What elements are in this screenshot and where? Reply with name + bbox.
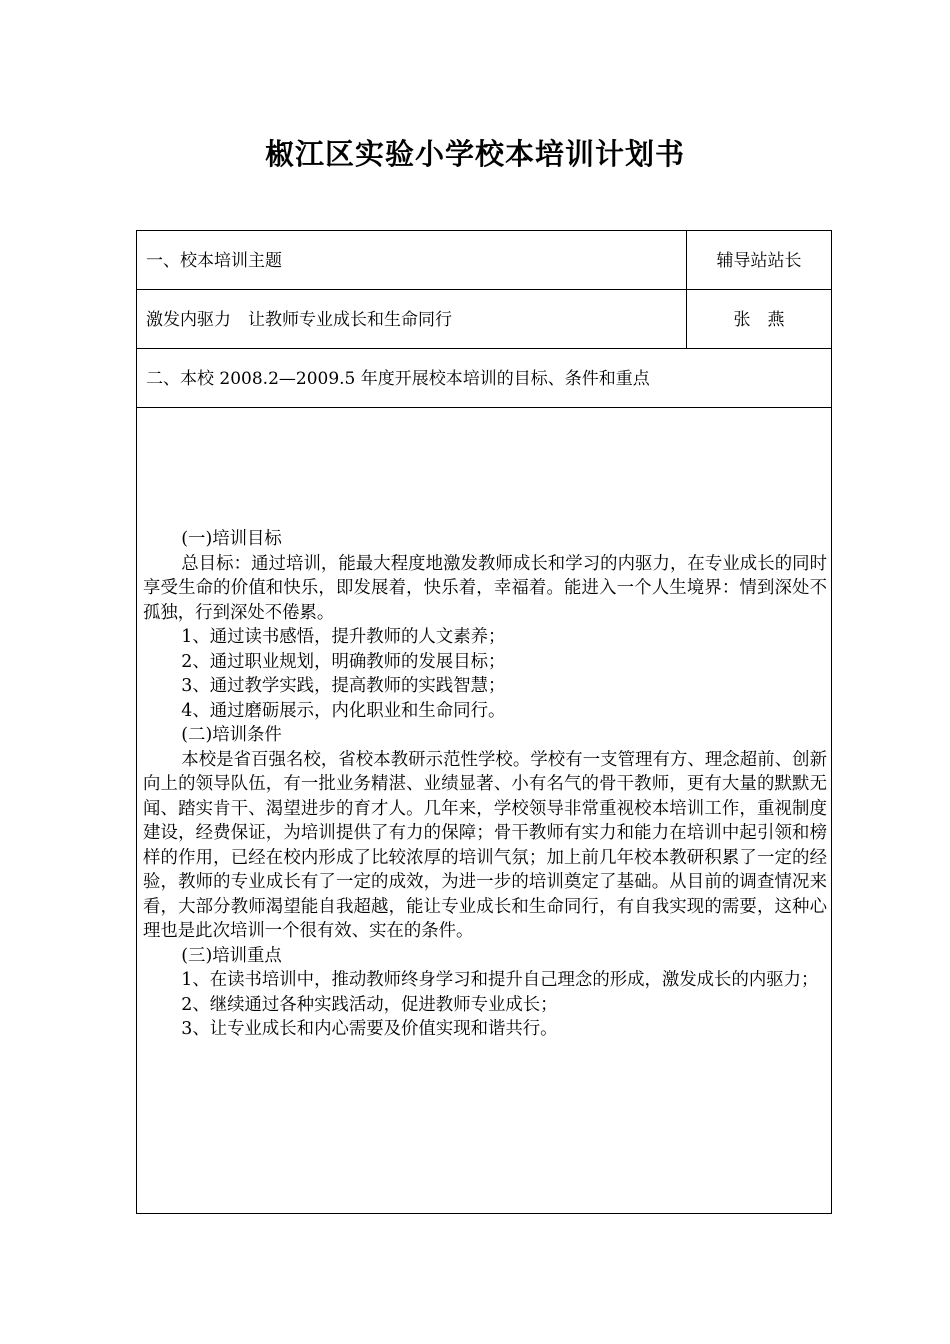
station-head-name: 张 燕: [733, 310, 785, 330]
row-divider-1: [137, 289, 831, 290]
goal-item: 3、通过教学实践，提高教师的实践智慧；: [181, 676, 506, 696]
section-two-heading: 二、本校 2008.2—2009.5 年度开展校本培训的目标、条件和重点: [146, 369, 650, 389]
focus-item: 3、让专业成长和内心需要及价值实现和谐共行。: [181, 1019, 558, 1039]
goal-main-paragraph: 总目标：通过培训，能最大程度地激发教师成长和学习的内驱力，在专业成长的同时享受生命的价值和快乐，即发展着，快乐着，幸福着。能进入一个人生境界：情到深处不孤独，行到深处不倦累。: [143, 553, 827, 623]
goal-item: 4、通过磨砺展示，内化职业和生命同行。: [181, 700, 506, 721]
training-theme-label: 一、校本培训主题: [146, 251, 282, 271]
plan-form-table: [136, 230, 832, 1214]
focus-heading: (三)培训重点: [181, 945, 282, 966]
goal-item: 1、通过读书感悟，提升教师的人文素养；: [181, 627, 506, 647]
condition-paragraph: 本校是省百强名校，省校本教研示范性学校。学校有一支管理有方、理念超前、创新向上的领导队伍，有一批业务精湛、业绩显著、小有名气的骨干教师，更有大量的默默无闻、踏实肯干、渴望进步的育才人。几年来，学校领导非常重视校本培训工作，重视制度建设，经费保证，为培训提供了有力的保障；骨干教师有实力和能力在培训中起引领和榜样的作用，已经在校内形成了比较浓厚的培训气氛；加上前几年校本教研积累了一定的经验，教师的专业成长有了一定的成效，为进一步的培训奠定了基础。从目前的调查情况来看，大部分教师渴望能自我超越，能让专业成长和生命同行，有自我实现的需要，这种心理也是此次培训一个很有效、实在的条件。: [143, 749, 827, 941]
plan-body: [143, 527, 827, 1042]
focus-item: 1、在读书培训中，推动教师终身学习和提升自己理念的形成，激发成长的内驱力；: [181, 970, 819, 990]
goal-heading: (一)培训目标: [181, 529, 282, 549]
goal-item: 2、通过职业规划，明确教师的发展目标；: [181, 651, 506, 672]
page-title: 椒江区实验小学校本培训计划书: [264, 137, 685, 171]
focus-item: 2、继续通过各种实践活动，促进教师专业成长；: [181, 994, 558, 1015]
training-theme-value: 激发内驱力 让教师专业成长和生命同行: [146, 310, 452, 330]
station-head-label: 辅导站站长: [716, 251, 802, 271]
row-divider-2: [137, 348, 831, 349]
row-divider-3: [137, 407, 831, 408]
condition-heading: (二)培训条件: [181, 725, 282, 745]
